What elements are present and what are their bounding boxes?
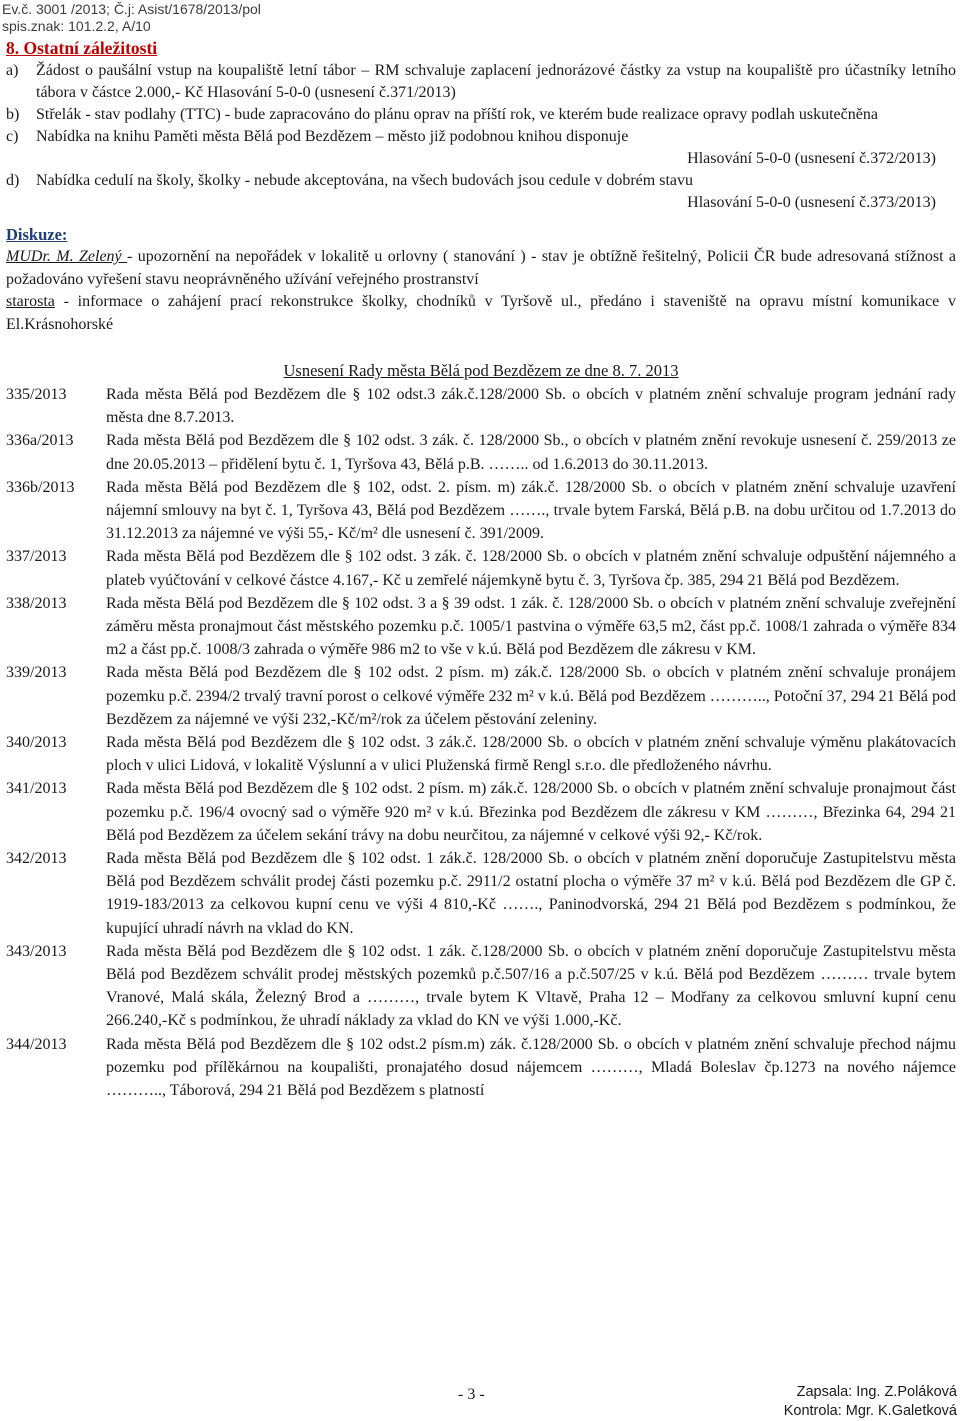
resolution-item: [6, 940, 956, 1033]
resolution-text: Rada města Bělá pod Bezdězem dle § 102 odst. 3 zák. č. 128/2000 Sb., o obcích v platném znění revokuje usnesení č. 259/2013 ze dne 20.05.2013 – přidělení bytu č. 1, Tyršova 43, Bělá p.B. …….. od 1.6.2013 do 30.11.2013.: [106, 432, 956, 473]
resolution-number: 335/2013: [6, 386, 67, 403]
resolution-item: [6, 592, 956, 662]
document-page: [6, 38, 956, 1102]
resolution-number: 336a/2013: [6, 432, 74, 450]
resolution-number: 344/2013: [6, 1035, 67, 1053]
document-header: [2, 1, 261, 35]
item-letter: b): [6, 106, 20, 123]
resolution-text: Rada města Bělá pod Bezdězem dle § 102 odst.2 písm.m) zák. č.128/2000 Sb. o obcích v platném znění schvaluje přechod nájmu pozemku pod přílěkárnou na koupališti, pronajatého dosud nájemcem ………, Mladá Boleslav čp.1273 na nového nájemce ……….., Táborová, 294 21 Bělá pod Bezdězem s platností: [106, 1035, 956, 1100]
item-letter: d): [6, 172, 20, 189]
resolution-item: [6, 545, 956, 591]
resolution-item: [6, 661, 956, 731]
resolution-number: 337/2013: [6, 548, 67, 566]
resolution-text: Rada města Bělá pod Bezdězem dle § 102 odst.3 zák.č.128/2000 Sb. o obcích v platném znění schvaluje program jednání rady města dne 8.7.2013.: [106, 386, 956, 427]
resolution-number: 343/2013: [6, 942, 67, 960]
resolution-item: [6, 476, 956, 546]
resolution-text: Rada města Bělá pod Bezdězem dle § 102 odst. 3 zák.č. 128/2000 Sb. o obcích v platném znění schvaluje výměnu plakátovacích ploch v ulici Lidová, v lokalitě Výslunní a v ulici Pluženská firmě Rengl s.r.o. dle předloženého návrhu.: [106, 734, 956, 775]
item-letter: a): [6, 62, 19, 79]
discussion-title: Diskuze:: [6, 225, 68, 244]
footer-checked-by: Kontrola: Mgr. K.Galetková: [783, 1403, 957, 1419]
resolution-text: Rada města Bělá pod Bezdězem dle § 102 odst. 2 písm. m) zák.č. 128/2000 Sb. o obcích v platném znění schvaluje pronajmout část pozemku p.č. 196/4 ovocný sad o výměře 920 m² v k.ú. Březinka pod Bezdězem dle zákresu v KM ………, Březinka 64, 294 21 Bělá pod Bezdězem za účelem sekání trávy na dobu neurčitou, za nájemné v celkové výši 92,- Kč/rok.: [106, 780, 956, 844]
page-number: - 3 -: [458, 1386, 485, 1403]
section-8-title: 8. Ostatní záležitosti: [6, 38, 158, 58]
resolution-text: Rada města Bělá pod Bezdězem dle § 102 odst. 1 zák. č.128/2000 Sb. o obcích v platném znění doporučuje Zastupitelstvu města Bělá pod Bezdězem schválit prodej městských pozemků p.č.507/16 a p.č.507/25 v k.ú. Bělá pod Bezdězem ……… trvale bytem Vranové, Malá skála, Železný Brod a ………, trvale bytem K Vltavě, Praha 12 – Modřany za celkovou smluvní kupní cenu 266.240,-Kč s podmínkou, že uhradí náklady za vklad do KN ve výši 1.000,-Kč.: [106, 942, 956, 1030]
resolution-text: Rada města Bělá pod Bezdězem dle § 102 odst. 3 zák. č. 128/2000 Sb. o obcích v platném znění schvaluje odpuštění nájemného a plateb vyúčtování v celkové částce 4.167,- Kč u zemřelé nájemkyně bytu č. 3, Tyršova čp. 385, 294 21 Bělá pod Bezdězem.: [106, 548, 956, 589]
resolution-item: [6, 731, 956, 777]
resolution-text: Rada města Bělá pod Bezdězem dle § 102 odst. 3 a § 39 odst. 1 zák. č. 128/2000 Sb. o obcích v platném znění schvaluje zveřejnění záměru města pronajmout část městského pozemku p.č. 1005/1 pastvina o výměře 63,5 m2, část pp.č. 1008/1 zahrada o výměře 834 m2 a část pp.č. 1008/3 zahrada o výměře 986 m2 to vše v k.ú. Bělá pod Bezdězem dle zákresu v KM.: [106, 594, 956, 659]
vote-result-d: Hlasování 5-0-0 (usnesení č.373/2013): [687, 194, 936, 211]
header-file-mark: spis.znak: 101.2.2, A/10: [2, 18, 151, 34]
footer-signatures: [784, 1383, 957, 1421]
section-item-c: [6, 126, 956, 148]
item-letter: c): [6, 128, 19, 145]
resolutions-heading: Usnesení Rady města Bělá pod Bezdězem ze dne 8. 7. 2013: [283, 361, 679, 380]
resolution-number: 341/2013: [6, 780, 67, 798]
resolution-number: 342/2013: [6, 850, 67, 868]
resolution-text: Rada města Bělá pod Bezdězem dle § 102, odst. 2. písm. m) zák.č. 128/2000 Sb. o obcích v platném znění schvaluje uzavření nájemní smlouvy na byt č. 1, Tyršova 43, Bělá pod Bezdězem ……., trvale bytem Farská, Bělá p.B. na dobu určitou od 1.7.2013 do 31.12.2013 za nájemné ve výši 55,- Kč/m² dle usnesení č. 391/2009.: [106, 478, 956, 543]
discussion-text-2: - informace o zahájení prací rekonstrukce školky, chodníků v Tyršově ul., předáno i staveniště na opravu místní komunikace v El.Krásnohorské: [6, 293, 956, 333]
discussion-text-1: - upozornění na nepořádek v lokalitě u orlovny ( stanování ) - stav je obtížně řešitelný, Policii ČR bude adresovaná stížnost a požadováno vyřešení stavu neoprávněného užívání veřejného prostranství: [6, 248, 956, 288]
resolution-number: 338/2013: [6, 594, 67, 612]
resolution-text: Rada města Bělá pod Bezdězem dle § 102 odst. 2 písm. m) zák.č. 128/2000 Sb. o obcích v platném znění schvaluje pronájem pozemku p.č. 2394/2 trvalý travní porost o celkové výměře 232 m² v k.ú. Bělá pod Bezdězem ……….., Potoční 37, 294 21 Bělá pod Bezdězem za nájemné ve výši 232,-Kč/m²/rok za účelem pěstování zeleniny.: [106, 664, 956, 728]
resolution-number: 340/2013: [6, 734, 67, 752]
section-item-a: [6, 60, 956, 104]
resolution-text: Rada města Bělá pod Bezdězem dle § 102 odst. 1 zák.č. 128/2000 Sb. o obcích v platném znění doporučuje Zastupitelstvu města Bělá pod Bezdězem schválit prodej části pozemku p.č. 2911/2 ostatní plocha o výměře 37 m² v k.ú. Bělá pod Bezdězem dle GP č. 1919-183/2013 za celkovou kupní cenu ve výši 4 810,-Kč ……., Paninodvorská, 294 21 Bělá pod Bezdězem s podmínkou, že kupující uhradí návrh na vklad do KN.: [106, 850, 956, 937]
item-text: Žádost o paušální vstup na koupaliště letní tábor – RM schvaluje zaplacení jednorázové částky za vstup na koupaliště pro účastníky letního tábora v částce 2.000,- Kč Hlasování 5-0-0 (usnesení č.371/2013): [36, 62, 956, 101]
vote-result-c: Hlasování 5-0-0 (usnesení č.372/2013): [687, 150, 936, 167]
discussion-speaker: MUDr. M. Zelený: [6, 248, 128, 265]
item-text: Střelák - stav podlahy (TTC) - bude zapracováno do plánu oprav na příští rok, ve kterém bude realizace opravy podlah uskutečněna: [36, 106, 878, 123]
resolution-item: [6, 777, 956, 847]
footer-recorded-by: Zapsala: Ing. Z.Poláková: [796, 1384, 957, 1400]
section-item-b: [6, 104, 956, 126]
item-text: Nabídka cedulí na školy, školky - nebude akceptována, na všech budovách jsou cedule v dobrém stavu: [36, 172, 693, 189]
header-evidence-number: Ev.č. 3001 /2013; Č.j: Asist/1678/2013/pol: [2, 1, 261, 17]
discussion-speaker-2: starosta: [6, 293, 55, 310]
resolution-item: [6, 429, 956, 475]
discussion-paragraph: [6, 246, 956, 336]
item-text: Nabídka na knihu Paměti města Bělá pod Bezdězem – město již podobnou knihou disponuje: [36, 128, 629, 145]
resolution-item: [6, 1033, 956, 1103]
resolution-number: 336b/2013: [6, 478, 75, 496]
resolution-item: [6, 383, 956, 429]
resolution-item: [6, 847, 956, 940]
section-item-d: [6, 170, 956, 192]
resolution-number: 339/2013: [6, 664, 67, 682]
